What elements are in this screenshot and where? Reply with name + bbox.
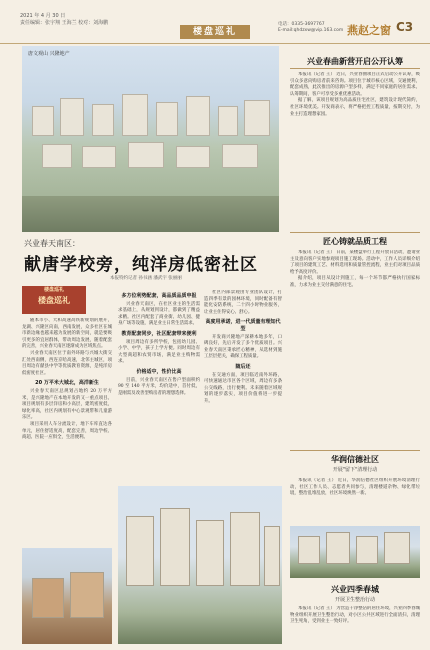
- article3-title: 华润信德社区: [331, 455, 379, 464]
- article2-body: [290, 250, 420, 448]
- building: [176, 146, 210, 168]
- article3-subtitle: 开展"留下"清理行动: [332, 467, 378, 473]
- building: [264, 526, 280, 586]
- page-number: C3: [396, 20, 414, 34]
- building: [156, 102, 178, 136]
- sidebar-badge-small: 楼盘巡礼: [43, 287, 64, 293]
- subheading: 价格适中，性价比高: [136, 368, 182, 375]
- building: [384, 532, 410, 564]
- article4-title: 兴业四季春城: [331, 585, 379, 594]
- paragraph: 本报讯（记者 王） 日前，某楼盘举行工程开放日活动，邀请业主及意向客户实地参观项目施工现场。活动中，工作人员详细介绍了项目的建筑工艺、材料选用和质量管控流程，业主们对项目品质给予高度评价。: [290, 250, 420, 275]
- building: [70, 572, 104, 618]
- estate-photo: [290, 526, 420, 578]
- subheading: 20 万平米大城北，高洋新生: [35, 380, 99, 387]
- issue-date: 2021 年 4 月 30 日: [20, 13, 66, 19]
- headline-kicker: 兴业春天南区：: [24, 239, 80, 248]
- paper-logo: 燕赵之窗: [347, 24, 391, 37]
- sidebar-badge: [22, 286, 86, 314]
- subheading: 随后还: [235, 363, 251, 370]
- article2-title: 匠心铸就品质工程: [323, 237, 387, 246]
- building: [32, 106, 54, 136]
- paragraph: 随本市小、大和高速高铁新规划的展开，龙湖、兴隆区向南，西南发展，众多社区在城市新边缘也越来越为发展的新空间，就是要吸引更多的宜居群体，带动周边发展，随着配套的完善，兴业春天南区逐渐成为区域焦点。: [22, 318, 112, 350]
- left-column: [22, 318, 112, 568]
- section-title: 楼盘巡礼: [180, 25, 250, 39]
- paragraph: 本报讯（记者 王） 为营造干净整洁的居住环境，兴业四季春城物业组织开展卫生整治行动，对小区公共区域进行全面清扫，清理卫生死角，受到业主一致好评。: [290, 606, 420, 625]
- paragraph: 据了解，该项目规划为高品质住宅社区，建筑设计现代简约，社区环境优美。开发商表示，将严格把控工程质量，按期交付，为业主打造理想家园。: [290, 98, 420, 117]
- building: [196, 520, 224, 586]
- building: [42, 144, 72, 168]
- paragraph: 开发商兴隆地产深耕本地多年，口碑良好，先后开发了多个优质项目。兴业春天南区秉承匠心精神，从选材到施工层层把关，确保工程质量。: [204, 334, 282, 360]
- building: [32, 578, 64, 618]
- paragraph: 兴业春天南区总规划占地约 20 万平方米，是兴隆地产在本地开发的又一重点项目。项目规划有多层洋房和小高层，建筑密度低，绿化率高，社区内规划有中心景观带和儿童游乐区。: [22, 388, 112, 421]
- paragraph: 项目采用人车分流设计，地下车库直达各单元，居住舒适度高，配套完善，周边学校、商超、医院一应俱全，生活便利。: [22, 421, 112, 441]
- divider: [290, 68, 420, 69]
- hero-photo: [22, 46, 279, 232]
- building: [92, 104, 114, 136]
- building: [230, 512, 260, 586]
- paragraph: 兴业春天南区位于南外环路与兴城大街交汇处西南侧，西连京哈高速，北邻主城区，项目周边有献县中学等优质教育资源，是纯洋房低密度社区。: [22, 350, 112, 376]
- paragraph: 目前，兴业春天南区在售户型面积约 90 至 140 平方米，均价适中，首付低，是刚需及改善型购房者的理想选择。: [118, 377, 200, 396]
- article4-subtitle: 开展卫生整治行动: [334, 597, 375, 603]
- sidebar-badge-big: 楼盘巡礼: [38, 296, 70, 305]
- road: [22, 196, 279, 232]
- building: [128, 142, 164, 168]
- subheading: 高度用承诺，进一代质量有理知代型: [205, 319, 281, 332]
- building: [126, 516, 154, 586]
- contact-email: E-mail:qhdzxw@vip.163.com: [278, 28, 344, 33]
- article4-body: [290, 606, 420, 646]
- paragraph: 项目周边有多所学校，包括幼儿园、小学、中学，孩子上学方便。同时周边有大型商超和农贸市场，满足业主购物需求。: [118, 339, 200, 365]
- building: [160, 508, 190, 586]
- divider: [290, 450, 420, 451]
- building: [356, 536, 378, 564]
- building: [298, 536, 320, 564]
- building: [218, 106, 238, 136]
- contact-info: [278, 22, 343, 34]
- paragraph: 兴业春天南区，在社区业主的生活需求基础上，从规划到设计，都做到了精益求精。社区内配套了商业街、幼儿园、健身广场等设施，满足业主日常生活需求。: [118, 301, 200, 327]
- building: [222, 144, 258, 168]
- contact-phone: 电话：0335-3697767: [278, 22, 325, 27]
- editor-line: 责任编辑：张宇翔 王海兰 校对：刘海鹏: [20, 20, 109, 26]
- paragraph: 据介绍，项目从设计到施工，每一个环节都严格执行国家标准，力求为业主交付满意的住宅。: [290, 276, 420, 288]
- paragraph: 社区内部景观由专业团队设计，打造四季有景的园林环境，同时配备有智能化安防系统，二十四小时物业服务，让业主住得安心、舒心。: [204, 290, 282, 315]
- article1-title: 兴业春曲新营开启公开认筹: [307, 57, 403, 66]
- paragraph: 本报讯（记者 王） 近日，华润信德社区组织开展环境清理行动，社区工作人员、志愿者共同参与，清理楼道杂物、绿化带垃圾，整治乱堆乱放，社区环境焕然一新。: [290, 478, 420, 497]
- subheading: 多方位利势配套，高品质品质申报: [121, 293, 197, 299]
- community-photo: [118, 486, 282, 644]
- building: [186, 96, 210, 136]
- hero-caption: 唐文观山 兴隆地产: [28, 51, 70, 57]
- article1-body: [290, 72, 420, 220]
- building: [244, 100, 270, 136]
- middle-column-2: [204, 290, 282, 480]
- divider: [290, 232, 420, 233]
- paragraph: 本报讯（记者 王） 近日，兴业春曲项目正式启动公开认筹，吸引众多意向购房者前来咨询。项目位于城市核心区域，交通便利，配套成熟，此次推出的房源户型多样，满足不同家庭的居住需求。认筹期间，客户可享受多重优惠活动。: [290, 72, 420, 97]
- building: [60, 98, 84, 136]
- headline-byline: 本报特约记者 孙书涵 潘武宇 张丽丽: [110, 276, 182, 281]
- subheading: 教育配套同步，社区配套带来便利: [121, 330, 197, 337]
- building-photo: [22, 548, 112, 644]
- paragraph: 在交通方面，项目临近南外环路，可快速通达市区各个区域，周边有多条公交线路，出行便利。未来随着区域规划的逐步落实，项目价值将进一步提升。: [204, 372, 282, 404]
- masthead: [0, 0, 430, 44]
- building: [82, 146, 116, 168]
- building: [326, 532, 350, 564]
- article3-body: [290, 478, 420, 522]
- building: [122, 94, 148, 136]
- masthead-meta: [20, 13, 108, 27]
- headline-title: 献唐学校旁，纯洋房低密社区: [24, 255, 258, 275]
